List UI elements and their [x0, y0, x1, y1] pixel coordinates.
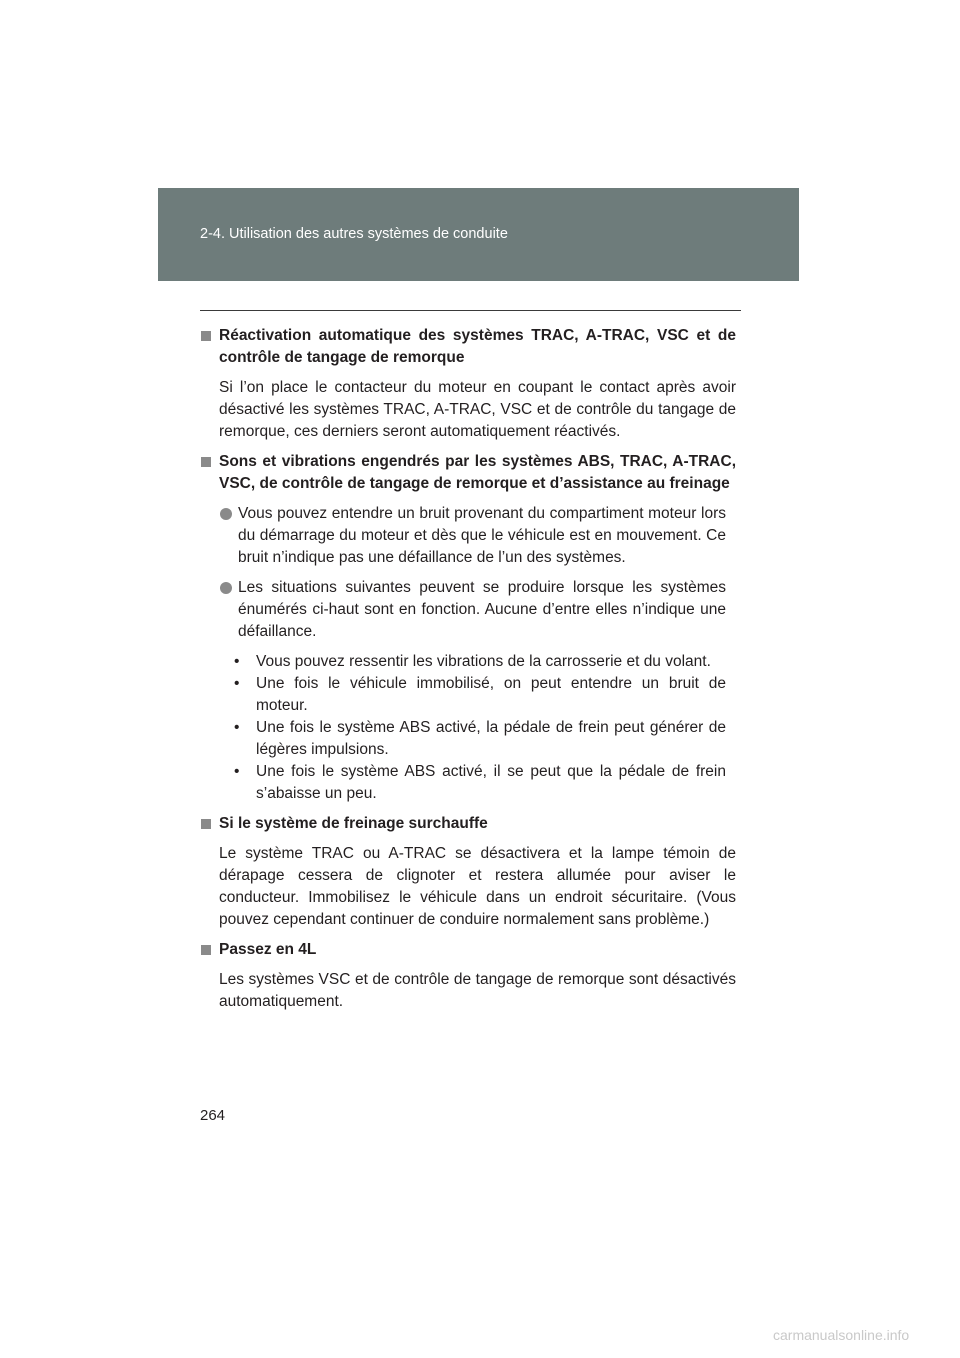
circle-bullet-icon: [220, 508, 232, 520]
list-item-text: Vous pouvez entendre un bruit provenant du compartiment moteur lors du démarrage du moteur et dès que le véhicule est en mouvement. Ce bruit n’indique pas une défaillance de l’un des systèmes.: [238, 505, 726, 566]
sub-list-item-text: Vous pouvez ressentir les vibrations de la carrosserie et du volant.: [256, 653, 711, 670]
square-bullet-icon: [201, 945, 211, 955]
section-header-band: [158, 188, 799, 281]
square-bullet-icon: [201, 457, 211, 467]
section-heading: [200, 451, 736, 495]
list-item: [200, 577, 736, 643]
section-heading-text: Passez en 4L: [219, 941, 317, 958]
section-brake-overheat: [200, 813, 736, 931]
list-item-text: Les situations suivantes peuvent se produire lorsque les systèmes énumérés ci-haut sont en fonction. Aucune d’entre elles n’indique une défaillance.: [238, 579, 726, 640]
section-heading-text: Sons et vibrations engendrés par les systèmes ABS, TRAC, A-TRAC, VSC, de contrôle de tangage de remorque et d’assistance au freinage: [219, 453, 736, 492]
watermark-text: carmanualsonline.info: [773, 1327, 910, 1343]
sub-list-item-text: Une fois le véhicule immobilisé, on peut entendre un bruit de moteur.: [256, 675, 726, 714]
dot-bullet-icon: •: [234, 719, 240, 736]
page-number: 264: [200, 1107, 226, 1124]
section-heading-text: Réactivation automatique des systèmes TRAC, A-TRAC, VSC et de contrôle de tangage de remorque: [219, 327, 736, 366]
sub-list-item: [200, 651, 736, 673]
section-heading: [200, 939, 736, 961]
divider-rule: [200, 310, 741, 311]
section-paragraph: Les systèmes VSC et de contrôle de tangage de remorque sont désactivés automatiquement.: [219, 971, 736, 1010]
section-sounds-vibrations: [200, 451, 736, 805]
sub-list-item: [200, 673, 736, 717]
section-heading: [200, 813, 736, 835]
section-paragraph: Le système TRAC ou A-TRAC se désactivera et la lampe témoin de dérapage cessera de clignoter et restera allumée pour aviser le conducteur. Immobilisez le véhicule dans un endroit sécuritaire. (Vous pouvez cependant continuer de conduire normalement sans problème.): [219, 845, 736, 928]
main-content: [200, 325, 736, 1021]
section-paragraph: Si l’on place le contacteur du moteur en coupant le contact après avoir désactivé les systèmes TRAC, A-TRAC, VSC et de contrôle du tangage de remorque, ces derniers seront automatiquement réactivés.: [219, 379, 736, 440]
square-bullet-icon: [201, 819, 211, 829]
section-heading: [200, 325, 736, 369]
section-title: 2-4. Utilisation des autres systèmes de conduite: [200, 226, 508, 242]
sub-list-item: [200, 717, 736, 761]
sub-list: [200, 651, 736, 805]
square-bullet-icon: [201, 331, 211, 341]
circle-bullet-icon: [220, 582, 232, 594]
dot-bullet-icon: •: [234, 653, 240, 670]
sub-list-item-text: Une fois le système ABS activé, il se peut que la pédale de frein s’abaisse un peu.: [256, 763, 726, 802]
section-auto-reactivation: [200, 325, 736, 443]
section-4l: [200, 939, 736, 1013]
sub-list-item: [200, 761, 736, 805]
list-item: [200, 503, 736, 569]
dot-bullet-icon: •: [234, 763, 240, 780]
sub-list-item-text: Une fois le système ABS activé, la pédale de frein peut générer de légères impulsions.: [256, 719, 726, 758]
dot-bullet-icon: •: [234, 675, 240, 692]
section-heading-text: Si le système de freinage surchauffe: [219, 815, 488, 832]
